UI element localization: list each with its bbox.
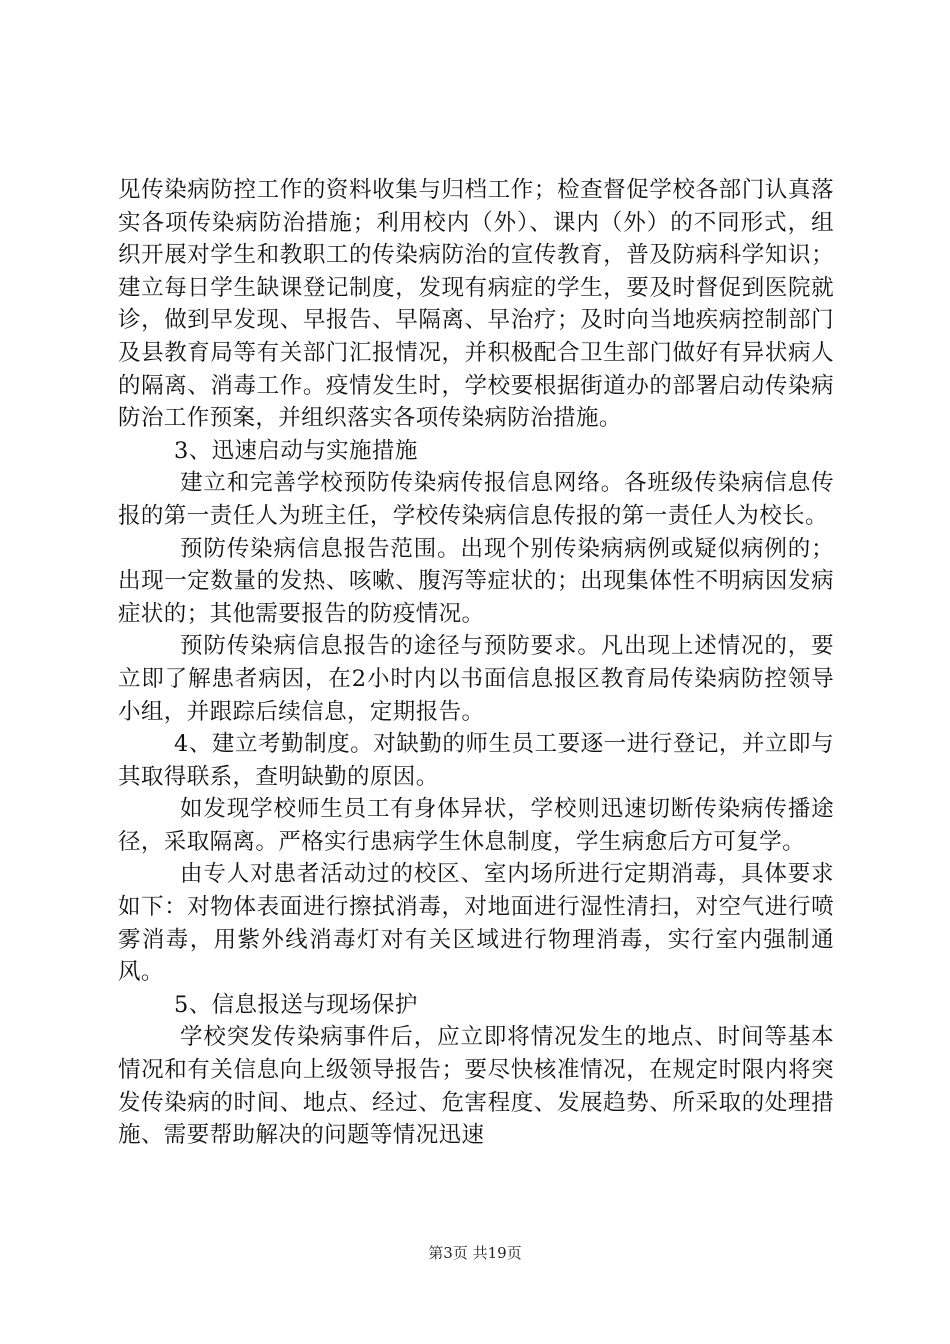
paragraph-reporting-channel: 预防传染病信息报告的途径与预防要求。凡出现上述情况的，要立即了解患者病因，在2小时内以书面信息报区教育局传染病防控领导小组，并跟踪后续信息，定期报告。 <box>118 633 834 725</box>
document-body <box>118 174 834 1152</box>
paragraph-continuation: 见传染病防控工作的资料收集与归档工作；检查督促学校各部门认真落实各项传染病防治措施；利用校内（外）、课内（外）的不同形式，组织开展对学生和教职工的传染病防治的宣传教育，普及防病科学知识；建立每日学生缺课登记制度，发现有病症的学生，要及时督促到医院就诊，做到早发现、早报告、早隔离、早治疗；及时向当地疾病控制部门及县教育局等有关部门汇报情况，并积极配合卫生部门做好有异状病人的隔离、消毒工作。疫情发生时，学校要根据街道办的部署启动传染病防治工作预案，并组织落实各项传染病防治措施。 <box>118 177 834 432</box>
paragraph-reporting-network: 建立和完善学校预防传染病传报信息网络。各班级传染病信息传报的第一责任人为班主任，学校传染病信息传报的第一责任人为校长。 <box>118 470 834 529</box>
page-footer: 第3页 共19页 <box>428 1244 522 1262</box>
section-heading-5: 5、信息报送与现场保护 <box>174 991 418 1018</box>
paragraph-isolation: 如发现学校师生员工有身体异状，学校则迅速切断传染病传播途径，采取隔离。严格实行患病学生休息制度，学生病愈后方可复学。 <box>118 796 834 855</box>
paragraph-reporting-scope: 预防传染病信息报告范围。出现个别传染病病例或疑似病例的；出现一定数量的发热、咳嗽、腹泻等症状的；出现集体性不明病因发病症状的；其他需要报告的防疫情况。 <box>118 535 834 627</box>
section-heading-3: 3、迅速启动与实施措施 <box>174 437 418 464</box>
paragraph-info-reporting: 学校突发传染病事件后，应立即将情况发生的地点、时间等基本情况和有关信息向上级领导报告；要尽快核准情况，在规定时限内将突发传染病的时间、地点、经过、危害程度、发展趋势、所采取的处理措施、需要帮助解决的问题等情况迅速 <box>118 1024 834 1149</box>
section-heading-4: 4、建立考勤制度。对缺勤的师生员工要逐一进行登记，并立即与其取得联系，查明缺勤的原因。 <box>118 731 834 790</box>
paragraph-disinfection: 由专人对患者活动过的校区、室内场所进行定期消毒，具体要求如下：对物体表面进行擦拭消毒，对地面进行湿性清扫，对空气进行喷雾消毒，用紫外线消毒灯对有关区域进行物理消毒，实行室内强制通风。 <box>118 861 834 986</box>
